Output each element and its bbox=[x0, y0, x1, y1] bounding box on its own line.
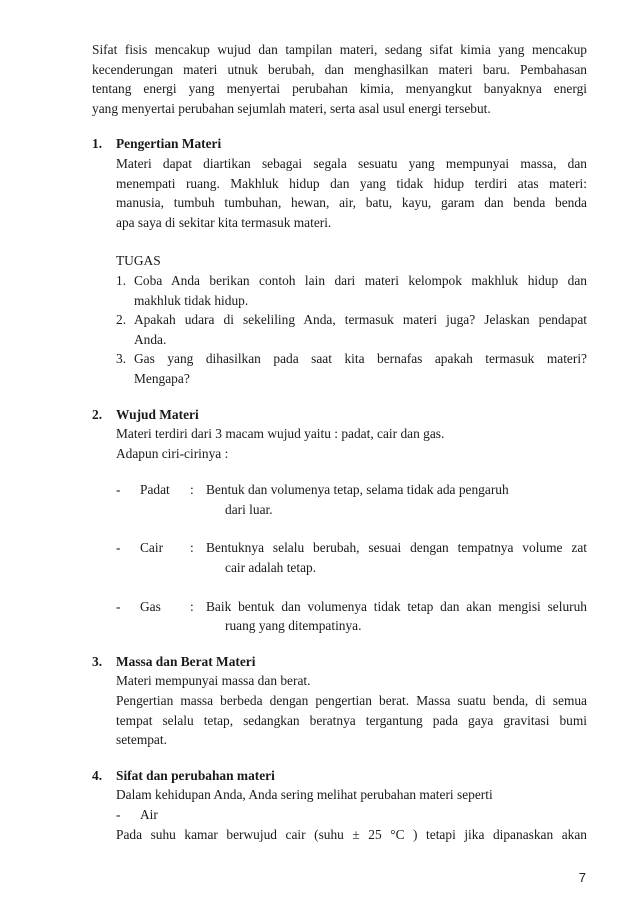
text-line: cair adalah tetap. bbox=[225, 560, 317, 576]
text-line: manusia, tumbuh tumbuhan, hewan, air, batu, kayu, garam dan benda benda bbox=[116, 195, 587, 211]
state-cair bbox=[116, 538, 587, 577]
section-heading: Massa dan Berat Materi bbox=[116, 653, 256, 669]
section-heading: Wujud Materi bbox=[116, 406, 199, 422]
text-line: Gas yang dihasilkan pada saat kita bernafas apakah termasuk materi? bbox=[134, 351, 587, 367]
state-name: Padat bbox=[140, 482, 170, 498]
text-line: dari luar. bbox=[225, 501, 273, 517]
state-name: Gas bbox=[140, 598, 161, 614]
state-name: Cair bbox=[140, 540, 164, 556]
section-sifat-perubahan bbox=[92, 766, 587, 844]
state-padat bbox=[116, 480, 587, 519]
text-line: yang menyertai perubahan sejumlah materi, serta asal usul energi tersebut. bbox=[92, 100, 491, 116]
section-heading: Pengertian Materi bbox=[116, 136, 222, 152]
text-line: ruang yang ditempatinya. bbox=[225, 618, 362, 634]
page-content bbox=[92, 40, 587, 860]
item-label: Air bbox=[140, 807, 158, 822]
section-number: 2. bbox=[92, 406, 103, 422]
text-line: makhluk tidak hidup. bbox=[134, 292, 249, 308]
page-number: 7 bbox=[578, 870, 586, 885]
text-line: Coba Anda berikan contoh lain dari materi kelompok makhluk hidup dan bbox=[134, 272, 587, 288]
text-line: Apakah udara di sekeliling Anda, termasuk materi juga? Jelaskan pendapat bbox=[134, 312, 587, 328]
text-line: kecenderungan materi utnuk berubah, dan menghasilkan materi baru. Pembahasan bbox=[92, 61, 587, 77]
text-line: Sifat fisis mencakup wujud dan tampilan materi, sedang sifat kimia yang mencakup bbox=[92, 42, 587, 57]
colon: : bbox=[190, 598, 194, 614]
list-number: 2. bbox=[116, 312, 127, 328]
colon: : bbox=[190, 482, 194, 498]
dash: - bbox=[116, 598, 121, 614]
text-line: Bentuknya selalu berubah, sesuai dengan tempatnya volume zat bbox=[206, 540, 587, 556]
text-line: Materi mempunyai massa dan berat. bbox=[116, 673, 311, 689]
list-item bbox=[116, 805, 587, 825]
text-line: Mengapa? bbox=[134, 370, 190, 386]
text-line: Adapun ciri-cirinya : bbox=[116, 445, 229, 461]
dash: - bbox=[116, 482, 121, 498]
state-gas bbox=[116, 597, 587, 636]
state-description bbox=[206, 597, 587, 636]
list-item bbox=[116, 349, 587, 388]
text-line: Dalam kehidupan Anda, Anda sering melihat perubahan materi seperti bbox=[116, 787, 493, 803]
text-line: setempat. bbox=[116, 732, 167, 748]
states-list bbox=[116, 480, 587, 636]
intro-paragraph bbox=[92, 40, 587, 118]
tugas-title: TUGAS bbox=[116, 253, 161, 269]
dash: - bbox=[116, 807, 121, 822]
list-item bbox=[116, 271, 587, 310]
section-number: 3. bbox=[92, 653, 103, 669]
text-line: tentang energi yang menyertai perubahan kimia, menyangkut banyaknya energi bbox=[92, 81, 587, 97]
section-number: 1. bbox=[92, 136, 103, 152]
text-line: Pengertian massa berbeda dengan pengertian berat. Massa suatu benda, di semua bbox=[116, 693, 587, 709]
text-line: menempati ruang. Makhluk hidup dan yang tidak hidup terdiri atas materi: bbox=[116, 175, 587, 191]
text-line: Materi dapat diartikan sebagai segala sesuatu yang mempunyai massa, dan bbox=[116, 155, 587, 171]
text-line: Materi terdiri dari 3 macam wujud yaitu : padat, cair dan gas. bbox=[116, 426, 445, 442]
text-line: Pada suhu kamar berwujud cair (suhu ± 25 °C ) tetapi jika dipanaskan akan bbox=[116, 826, 587, 842]
text-line: Baik bentuk dan volumenya tidak tetap dan akan mengisi seluruh bbox=[206, 598, 587, 614]
text-line: Bentuk dan volumenya tetap, selama tidak ada pengaruh bbox=[206, 482, 509, 498]
state-description bbox=[206, 480, 587, 519]
list-item bbox=[116, 310, 587, 349]
dash: - bbox=[116, 540, 121, 556]
text-line: Anda. bbox=[134, 331, 167, 347]
list-number: 1. bbox=[116, 272, 127, 288]
task-list bbox=[116, 271, 587, 389]
section-massa-berat bbox=[92, 652, 587, 750]
section-pengertian-materi bbox=[92, 134, 587, 388]
list-number: 3. bbox=[116, 351, 127, 367]
section-heading: Sifat dan perubahan materi bbox=[116, 767, 275, 783]
state-description bbox=[206, 538, 587, 577]
section-wujud-materi bbox=[92, 405, 587, 636]
text-line: tempat selalu tetap, sedangkan beratnya tergantung pada gaya gravitasi bumi bbox=[116, 712, 587, 728]
colon: : bbox=[190, 540, 194, 556]
text-line: apa saya di sekitar kita termasuk materi. bbox=[116, 214, 332, 230]
section-number: 4. bbox=[92, 767, 103, 783]
